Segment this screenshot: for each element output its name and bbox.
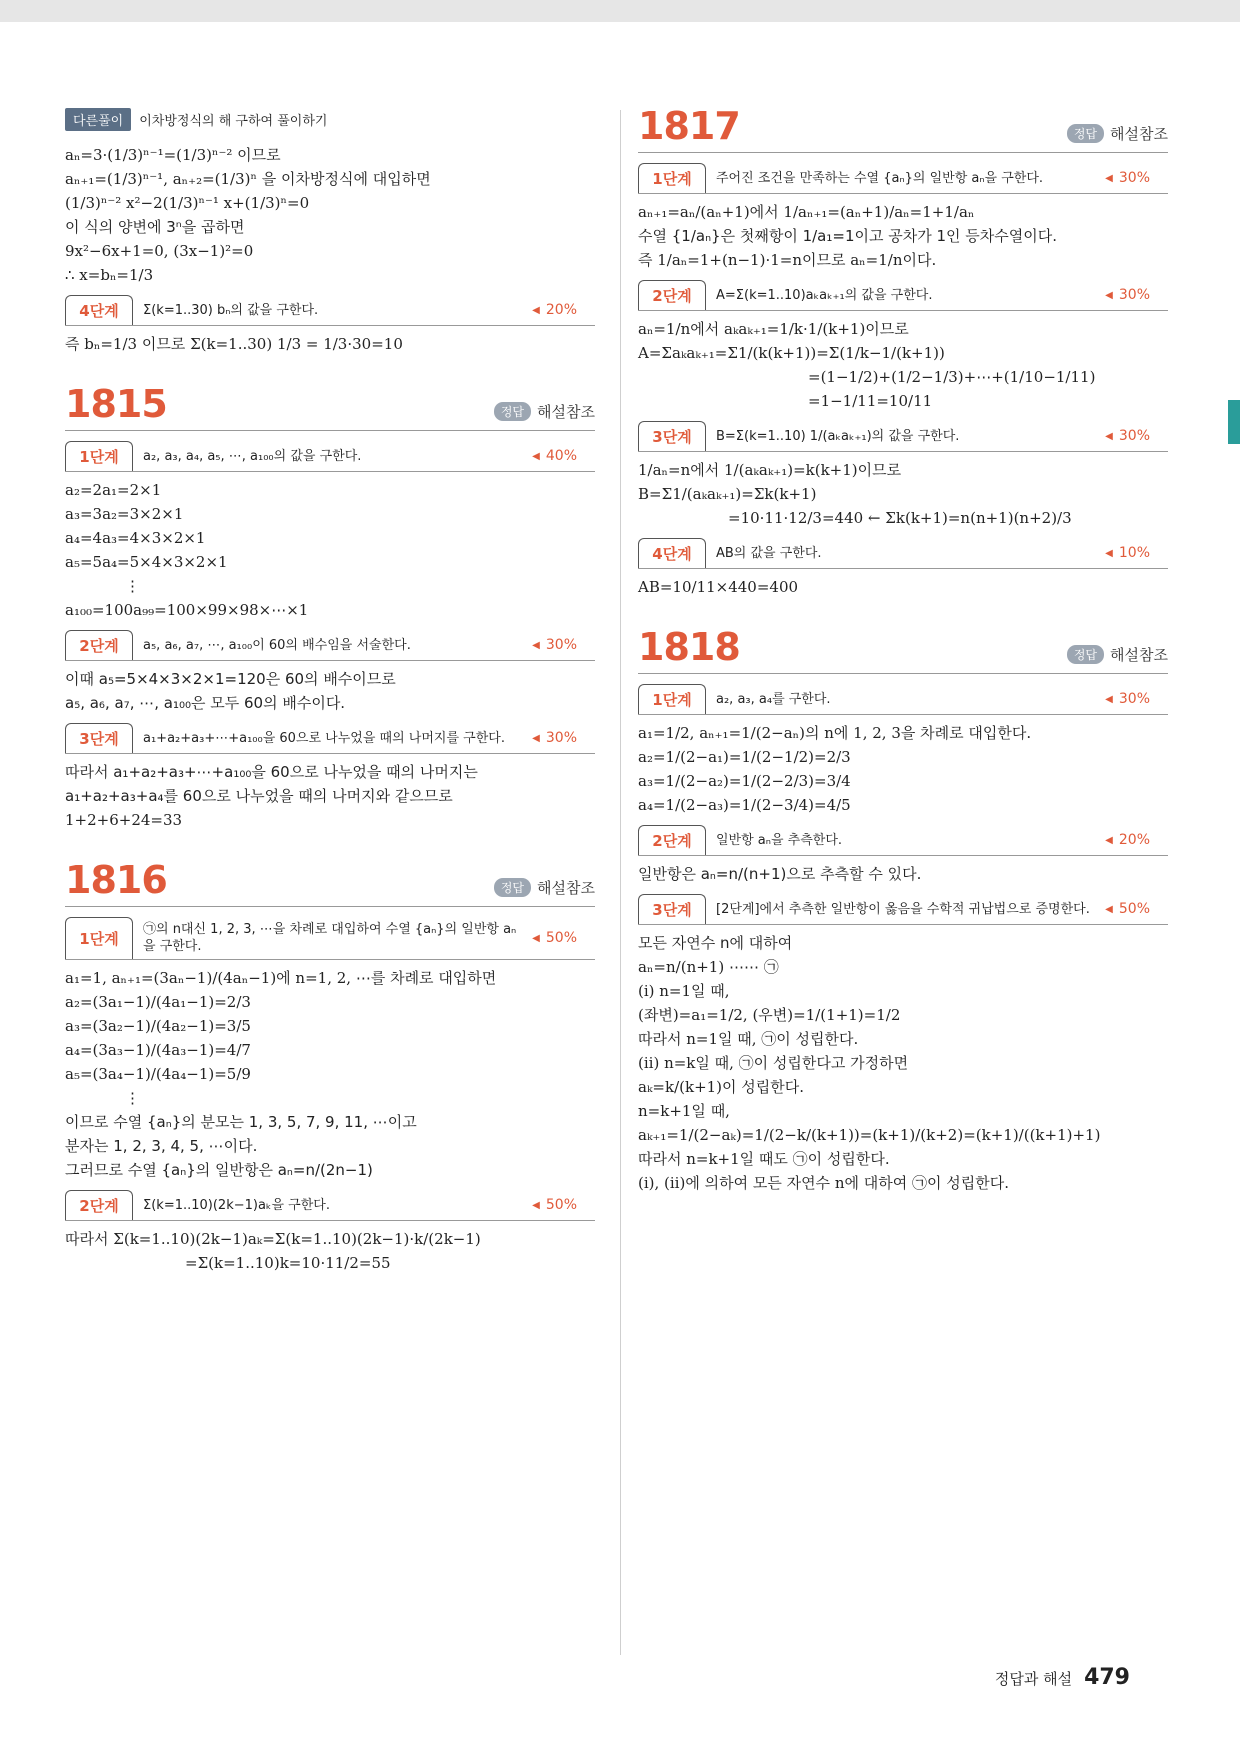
step-description: a₂, a₃, a₄를 구한다. — [716, 691, 831, 707]
step-header — [638, 894, 1168, 925]
step-line: aₖ₊₁=1/(2−aₖ)=1/(2−k/(k+1))=(k+1)/(k+2)=(k+1)/((k+1)+1) — [638, 1126, 1101, 1144]
step-description: a₁+a₂+a₃+⋯+a₁₀₀을 60으로 나누었을 때의 나머지를 구한다. — [143, 730, 505, 746]
step-label: 2단계 — [638, 280, 706, 310]
step-label: 3단계 — [65, 723, 133, 753]
step-label: 4단계 — [638, 538, 706, 568]
triangle-left-icon: ◀ — [532, 1199, 540, 1211]
step-score — [1105, 894, 1168, 924]
step-label: 2단계 — [65, 1190, 133, 1220]
step-description: a₅, a₆, a₇, ⋯, a₁₀₀이 60의 배수임을 서술한다. — [143, 637, 411, 653]
step-percent: 50% — [545, 1197, 577, 1213]
step-header — [65, 441, 595, 472]
answer-text: 해설참조 — [537, 403, 595, 421]
triangle-left-icon: ◀ — [532, 932, 540, 944]
triangle-left-icon: ◀ — [532, 639, 540, 651]
step-description: 일반항 aₙ을 추측한다. — [716, 832, 843, 848]
problem-header-1818 — [638, 625, 1168, 674]
step-line: =10·11·12/3=440 ← Σk(k+1)=n(n+1)(n+2)/3 — [728, 509, 1072, 527]
problem-number: 1816 — [65, 858, 167, 902]
alt-line: aₙ=3·(1/3)ⁿ⁻¹=(1/3)ⁿ⁻² 이므로 — [65, 146, 281, 164]
alt-solution-title: 이차방정식의 해 구하여 풀이하기 — [139, 114, 328, 129]
step-line: 1/aₙ=n에서 1/(aₖaₖ₊₁)=k(k+1)이므로 — [638, 461, 902, 479]
step-line: 따라서 n=1일 때, ㉠이 성립한다. — [638, 1030, 859, 1048]
page-number: 479 — [1084, 1665, 1130, 1690]
step-line: 수열 {1/aₙ}은 첫째항이 1/a₁=1이고 공차가 1인 등차수열이다. — [638, 227, 1057, 245]
triangle-left-icon: ◀ — [1105, 903, 1113, 915]
step-header — [638, 684, 1168, 715]
step-score — [1105, 163, 1168, 193]
answer-badge: 정답 — [1067, 124, 1104, 143]
step-line: 따라서 n=k+1일 때도 ㉠이 성립한다. — [638, 1150, 890, 1168]
problem-number: 1817 — [638, 104, 740, 148]
step-line: =1−1/11=10/11 — [808, 392, 933, 410]
step-line: A=Σaₖaₖ₊₁=Σ1/(k(k+1))=Σ(1/k−1/(k+1)) — [638, 344, 945, 362]
alt-solution-badge: 다른풀이 — [65, 108, 131, 131]
step-score — [1105, 825, 1168, 855]
answer-reference — [494, 877, 595, 898]
step-line: 일반항은 aₙ=n/(n+1)으로 추측할 수 있다. — [638, 865, 922, 883]
triangle-left-icon: ◀ — [532, 732, 540, 744]
step-line: a₁₀₀=100a₉₉=100×99×98×⋯×1 — [65, 601, 309, 619]
column-divider — [620, 110, 621, 1655]
answer-reference — [1067, 123, 1168, 144]
step-score — [532, 441, 595, 471]
step-header — [638, 538, 1168, 569]
step-percent: 30% — [1118, 691, 1150, 707]
step-line: a₃=3a₂=3×2×1 — [65, 505, 184, 523]
step-line: 즉 1/aₙ=1+(n−1)·1=n이므로 aₙ=1/n이다. — [638, 251, 937, 269]
step-score — [1105, 280, 1168, 310]
step-line: 그러므로 수열 {aₙ}의 일반항은 aₙ=n/(2n−1) — [65, 1161, 373, 1179]
step-line: (좌변)=a₁=1/2, (우변)=1/(1+1)=1/2 — [638, 1006, 901, 1024]
step-score — [532, 295, 595, 325]
step-line: a₂=1/(2−a₁)=1/(2−1/2)=2/3 — [638, 748, 851, 766]
step-line: a₁=1/2, aₙ₊₁=1/(2−aₙ)의 n에 1, 2, 3을 차례로 대입한다. — [638, 724, 1032, 742]
step-line: 모든 자연수 n에 대하여 — [638, 934, 793, 952]
step-line: a₂=2a₁=2×1 — [65, 481, 162, 499]
step-percent: 30% — [1118, 428, 1150, 444]
step-line: 1+2+6+24=33 — [65, 811, 183, 829]
problem-header-1817 — [638, 104, 1168, 153]
alt-line: 9x²−6x+1=0, (3x−1)²=0 — [65, 242, 254, 260]
step-percent: 30% — [1118, 170, 1150, 186]
alt-solution-header — [65, 108, 595, 131]
step-header — [65, 723, 595, 754]
step-line: 따라서 a₁+a₂+a₃+⋯+a₁₀₀을 60으로 나누었을 때의 나머지는 — [65, 763, 478, 781]
step-label: 2단계 — [65, 630, 133, 660]
step-header — [638, 280, 1168, 311]
answer-badge: 정답 — [494, 402, 531, 421]
step-line: a₄=(3a₃−1)/(4a₃−1)=4/7 — [65, 1041, 251, 1059]
step-label: 1단계 — [638, 684, 706, 714]
triangle-left-icon: ◀ — [1105, 547, 1113, 559]
step-line: a₅, a₆, a₇, ⋯, a₁₀₀은 모두 60의 배수이다. — [65, 694, 346, 712]
step-line: n=k+1일 때, — [638, 1102, 730, 1120]
triangle-left-icon: ◀ — [1105, 289, 1113, 301]
step-score — [532, 630, 595, 660]
step-line: AB=10/11×440=400 — [638, 578, 799, 596]
step-header — [65, 295, 595, 326]
step-line: aₖ=k/(k+1)이 성립한다. — [638, 1078, 805, 1096]
step-percent: 30% — [1118, 287, 1150, 303]
answer-text: 해설참조 — [1110, 125, 1168, 143]
triangle-left-icon: ◀ — [1105, 693, 1113, 705]
step-line: (ⅰ), (ⅱ)에 의하여 모든 자연수 n에 대하여 ㉠이 성립한다. — [638, 1174, 1009, 1192]
step-label: 1단계 — [65, 917, 133, 959]
step-line: a₂=(3a₁−1)/(4a₁−1)=2/3 — [65, 993, 251, 1011]
step-line: a₁=1, aₙ₊₁=(3aₙ−1)/(4aₙ−1)에 n=1, 2, ⋯를 차례로 대입하면 — [65, 969, 497, 987]
triangle-left-icon: ◀ — [1105, 430, 1113, 442]
step-line: B=Σ1/(aₖaₖ₊₁)=Σk(k+1) — [638, 485, 817, 503]
step-percent: 30% — [545, 637, 577, 653]
step-line: 분자는 1, 2, 3, 4, 5, ⋯이다. — [65, 1137, 258, 1155]
step-line: ⋮ — [125, 1089, 140, 1107]
side-tab-marker — [1228, 400, 1240, 444]
step-percent: 40% — [545, 448, 577, 464]
step-percent: 50% — [1118, 901, 1150, 917]
step-percent: 20% — [545, 302, 577, 318]
problem-number: 1815 — [65, 382, 167, 426]
step-line: aₙ₊₁=aₙ/(aₙ+1)에서 1/aₙ₊₁=(aₙ+1)/aₙ=1+1/aₙ — [638, 203, 975, 221]
answer-text: 해설참조 — [1110, 646, 1168, 664]
step-label: 3단계 — [638, 421, 706, 451]
step-percent: 30% — [545, 730, 577, 746]
left-column — [65, 108, 595, 1275]
triangle-left-icon: ◀ — [532, 450, 540, 462]
step-percent: 10% — [1118, 545, 1150, 561]
top-margin-bar — [0, 0, 1240, 22]
step-description: B=Σ(k=1..10) 1/(aₖaₖ₊₁)의 값을 구한다. — [716, 428, 960, 444]
step-header — [638, 163, 1168, 194]
step-line: =(1−1/2)+(1/2−1/3)+⋯+(1/10−1/11) — [808, 368, 1096, 386]
step-description: ㉠의 n대신 1, 2, 3, ⋯을 차례로 대입하여 수열 {aₙ}의 일반항 aₙ을 구한다. — [143, 922, 517, 954]
page-footer — [995, 1665, 1130, 1690]
step-header — [638, 825, 1168, 856]
triangle-left-icon: ◀ — [1105, 834, 1113, 846]
step-label: 1단계 — [638, 163, 706, 193]
step-line: aₙ=1/n에서 aₖaₖ₊₁=1/k·1/(k+1)이므로 — [638, 320, 909, 338]
step-description: AB의 값을 구한다. — [716, 545, 822, 561]
right-column — [638, 104, 1168, 1195]
step-line: a₅=(3a₄−1)/(4a₄−1)=5/9 — [65, 1065, 251, 1083]
step-line: (ⅱ) n=k일 때, ㉠이 성립한다고 가정하면 — [638, 1054, 909, 1072]
step-description: A=Σ(k=1..10)aₖaₖ₊₁의 값을 구한다. — [716, 287, 933, 303]
step-label: 3단계 — [638, 894, 706, 924]
step-line: 이므로 수열 {aₙ}의 분모는 1, 3, 5, 7, 9, 11, ⋯이고 — [65, 1113, 417, 1131]
step-description: a₂, a₃, a₄, a₅, ⋯, a₁₀₀의 값을 구한다. — [143, 448, 362, 464]
step-score — [532, 1190, 595, 1220]
problem-header-1815 — [65, 382, 595, 431]
step-score — [1105, 538, 1168, 568]
alt-line: ∴ x=bₙ=1/3 — [65, 266, 154, 284]
triangle-left-icon: ◀ — [1105, 172, 1113, 184]
step-line: 따라서 Σ(k=1..10)(2k−1)aₖ=Σ(k=1..10)(2k−1)·k/(2k−1) — [65, 1230, 481, 1248]
alt-line: 이 식의 양변에 3ⁿ을 곱하면 — [65, 218, 245, 236]
footer-title: 정답과 해설 — [994, 1670, 1073, 1688]
step-score — [1105, 421, 1168, 451]
step-label: 1단계 — [65, 441, 133, 471]
step-score — [532, 917, 595, 959]
answer-reference — [494, 401, 595, 422]
step-line: aₙ=n/(n+1) ⋯⋯ ㉠ — [638, 958, 779, 976]
step-percent: 20% — [1118, 832, 1150, 848]
step-line: 이때 a₅=5×4×3×2×1=120은 60의 배수이므로 — [65, 670, 396, 688]
step-label: 4단계 — [65, 295, 133, 325]
step-description: [2단계]에서 추측한 일반항이 옳음을 수학적 귀납법으로 증명한다. — [716, 901, 1090, 917]
step-description: Σ(k=1..10)(2k−1)aₖ을 구한다. — [143, 1197, 330, 1213]
step-header — [638, 421, 1168, 452]
step-header — [65, 1190, 595, 1221]
answer-badge: 정답 — [494, 878, 531, 897]
step-description: 주어진 조건을 만족하는 수열 {aₙ}의 일반항 aₙ을 구한다. — [716, 170, 1044, 186]
triangle-left-icon: ◀ — [532, 304, 540, 316]
step-line: ⋮ — [125, 577, 140, 595]
step-line: a₅=5a₄=5×4×3×2×1 — [65, 553, 228, 571]
step-header — [65, 630, 595, 661]
step-line: a₄=4a₃=4×3×2×1 — [65, 529, 206, 547]
step-line: a₄=1/(2−a₃)=1/(2−3/4)=4/5 — [638, 796, 851, 814]
alt-line: aₙ₊₁=(1/3)ⁿ⁻¹, aₙ₊₂=(1/3)ⁿ 을 이차방정식에 대입하면 — [65, 170, 431, 188]
answer-badge: 정답 — [1067, 645, 1104, 664]
step-score — [532, 723, 595, 753]
answer-reference — [1067, 644, 1168, 665]
step-line: a₃=(3a₂−1)/(4a₂−1)=3/5 — [65, 1017, 251, 1035]
problem-header-1816 — [65, 858, 595, 907]
problem-number: 1818 — [638, 625, 740, 669]
step-line: 즉 bₙ=1/3 이므로 Σ(k=1..30) 1/3 = 1/3·30=10 — [65, 335, 403, 353]
step-line: =Σ(k=1..10)k=10·11/2=55 — [185, 1254, 391, 1272]
step-line: (ⅰ) n=1일 때, — [638, 982, 730, 1000]
step-line: a₁+a₂+a₃+a₄를 60으로 나누었을 때의 나머지와 같으므로 — [65, 787, 453, 805]
step-score — [1105, 684, 1168, 714]
answer-text: 해설참조 — [537, 879, 595, 897]
step-header — [65, 917, 595, 960]
step-line: a₃=1/(2−a₂)=1/(2−2/3)=3/4 — [638, 772, 851, 790]
step-percent: 50% — [545, 930, 577, 946]
alt-line: (1/3)ⁿ⁻² x²−2(1/3)ⁿ⁻¹ x+(1/3)ⁿ=0 — [65, 194, 310, 212]
step-description: Σ(k=1..30) bₙ의 값을 구한다. — [143, 302, 319, 318]
step-label: 2단계 — [638, 825, 706, 855]
